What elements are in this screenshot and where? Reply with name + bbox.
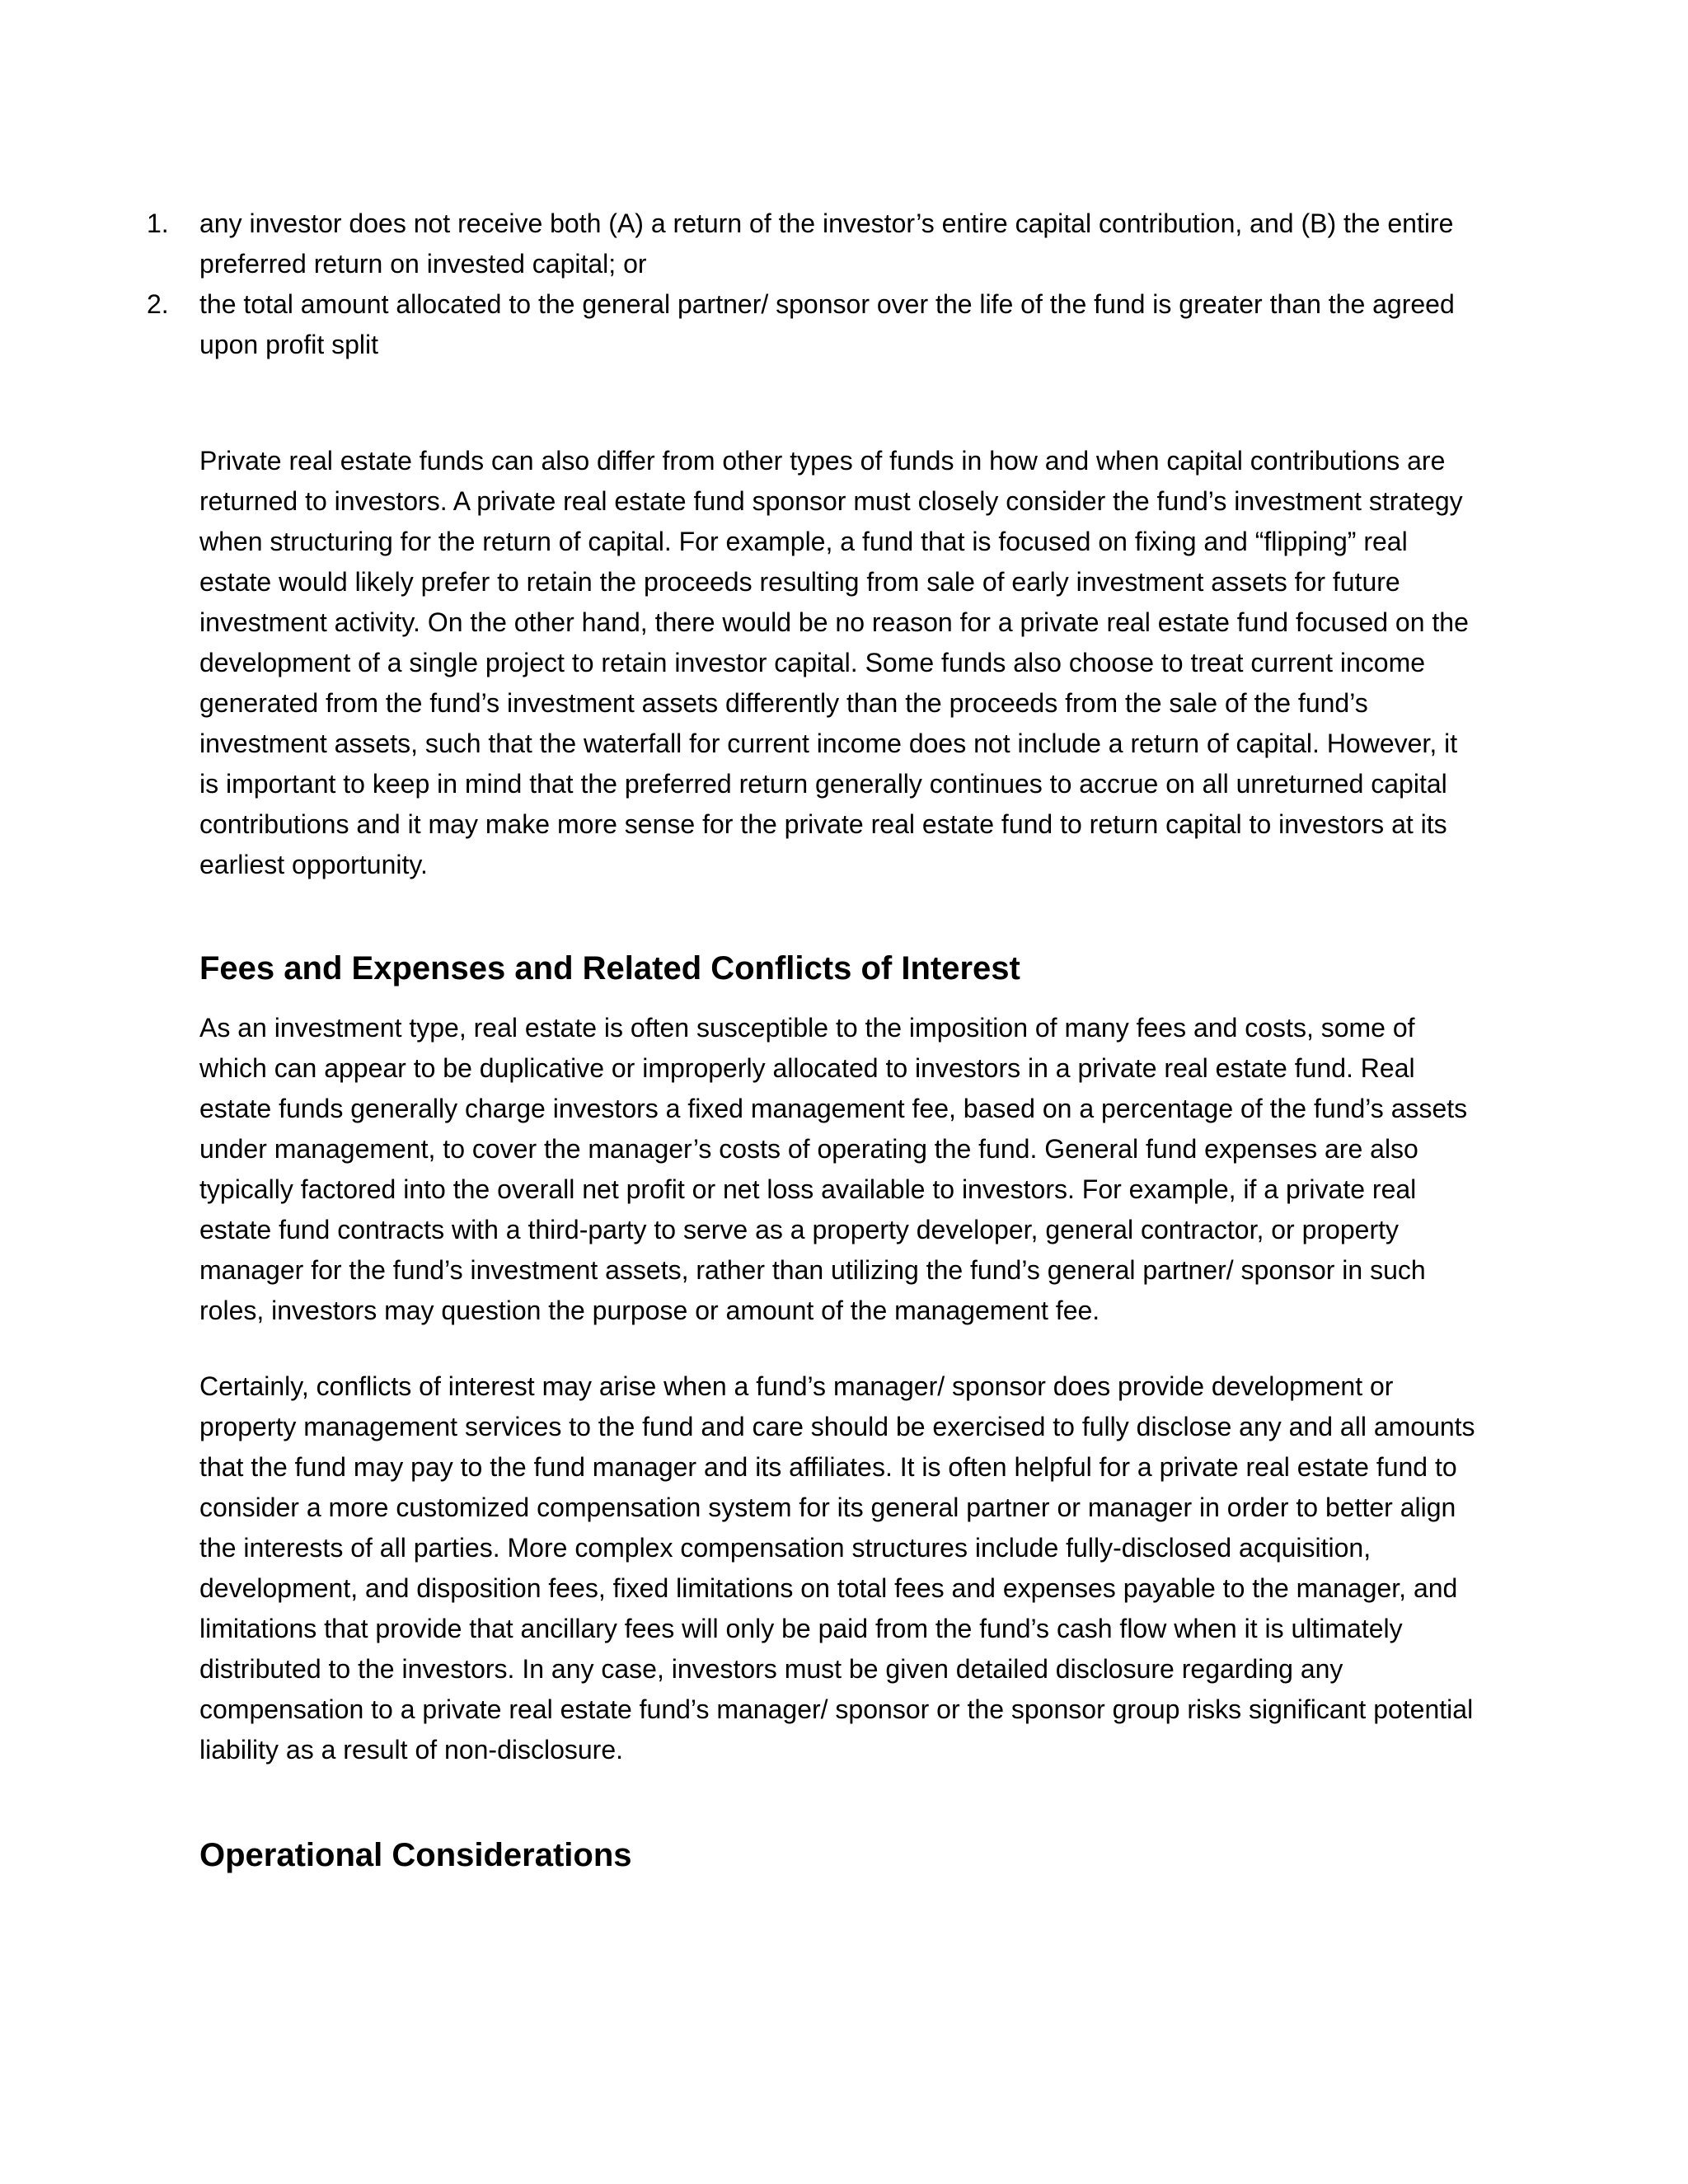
list-item-number: 2. bbox=[147, 289, 169, 319]
list-item-text: the total amount allocated to the general partner/ sponsor over the life of the fund is greater than the agreed upon profit split bbox=[199, 289, 1455, 359]
numbered-list bbox=[147, 204, 1465, 365]
list-item-number: 1. bbox=[147, 209, 169, 238]
paragraph-return-of-capital: Private real estate funds can also differ from other types of funds in how and when capital contributions are returned to investors. A private real estate fund sponsor must closely consider the fund’s investment strategy when structuring for the return of capital. For example, a fund that is focused on fixing and “flipping” real estate would likely prefer to retain the proceeds resulting from sale of early investment assets for future investment activity. On the other hand, there would be no reason for a private real estate fund focused on the development of a single project to retain investor capital. Some funds also choose to treat current income generated from the fund’s investment assets differently than the proceeds from the sale of the fund’s investment assets, such that the waterfall for current income does not include a return of capital. However, it is important to keep in mind that the preferred return generally continues to accrue on all unreturned capital contributions and it may make more sense for the private real estate fund to return capital to investors at its earliest opportunity. bbox=[199, 446, 1469, 879]
list-item bbox=[147, 284, 1465, 365]
heading-fees-and-expenses: Fees and Expenses and Related Conflicts of Interest bbox=[199, 950, 1020, 987]
heading-operational-considerations: Operational Considerations bbox=[199, 1837, 632, 1873]
paragraph-fees-2: Certainly, conflicts of interest may arise when a fund’s manager/ sponsor does provide development or property management services to the fund and care should be exercised to fully disclose any and all amounts that the fund may pay to the fund manager and its affiliates. It is often helpful for a private real estate fund to consider a more customized compensation system for its general partner or manager in order to better align the interests of all parties. More complex compensation structures include fully-disclosed acquisition, development, and disposition fees, fixed limitations on total fees and expenses payable to the manager, and limitations that provide that ancillary fees will only be paid from the fund’s cash flow when it is ultimately distributed to the investors. In any case, investors must be given detailed disclosure regarding any compensation to a private real estate fund’s manager/ sponsor or the sponsor group risks significant potential liability as a result of non-disclosure. bbox=[199, 1371, 1475, 1765]
paragraph-fees-1: As an investment type, real estate is often susceptible to the imposition of many fees and costs, some of which can appear to be duplicative or improperly allocated to investors in a private real estate fund. Real estate funds generally charge investors a fixed management fee, based on a percentage of the fund’s assets under management, to cover the manager’s costs of operating the fund. General fund expenses are also typically factored into the overall net profit or net loss available to investors. For example, if a private real estate fund contracts with a third-party to serve as a property developer, general contractor, or property manager for the fund’s investment assets, rather than utilizing the fund’s general partner/ sponsor in such roles, investors may question the purpose or amount of the management fee. bbox=[199, 1013, 1468, 1325]
list-item-text: any investor does not receive both (A) a return of the investor’s entire capital contribution, and (B) the entire preferred return on invested capital; or bbox=[199, 209, 1454, 279]
list-item bbox=[147, 204, 1465, 284]
